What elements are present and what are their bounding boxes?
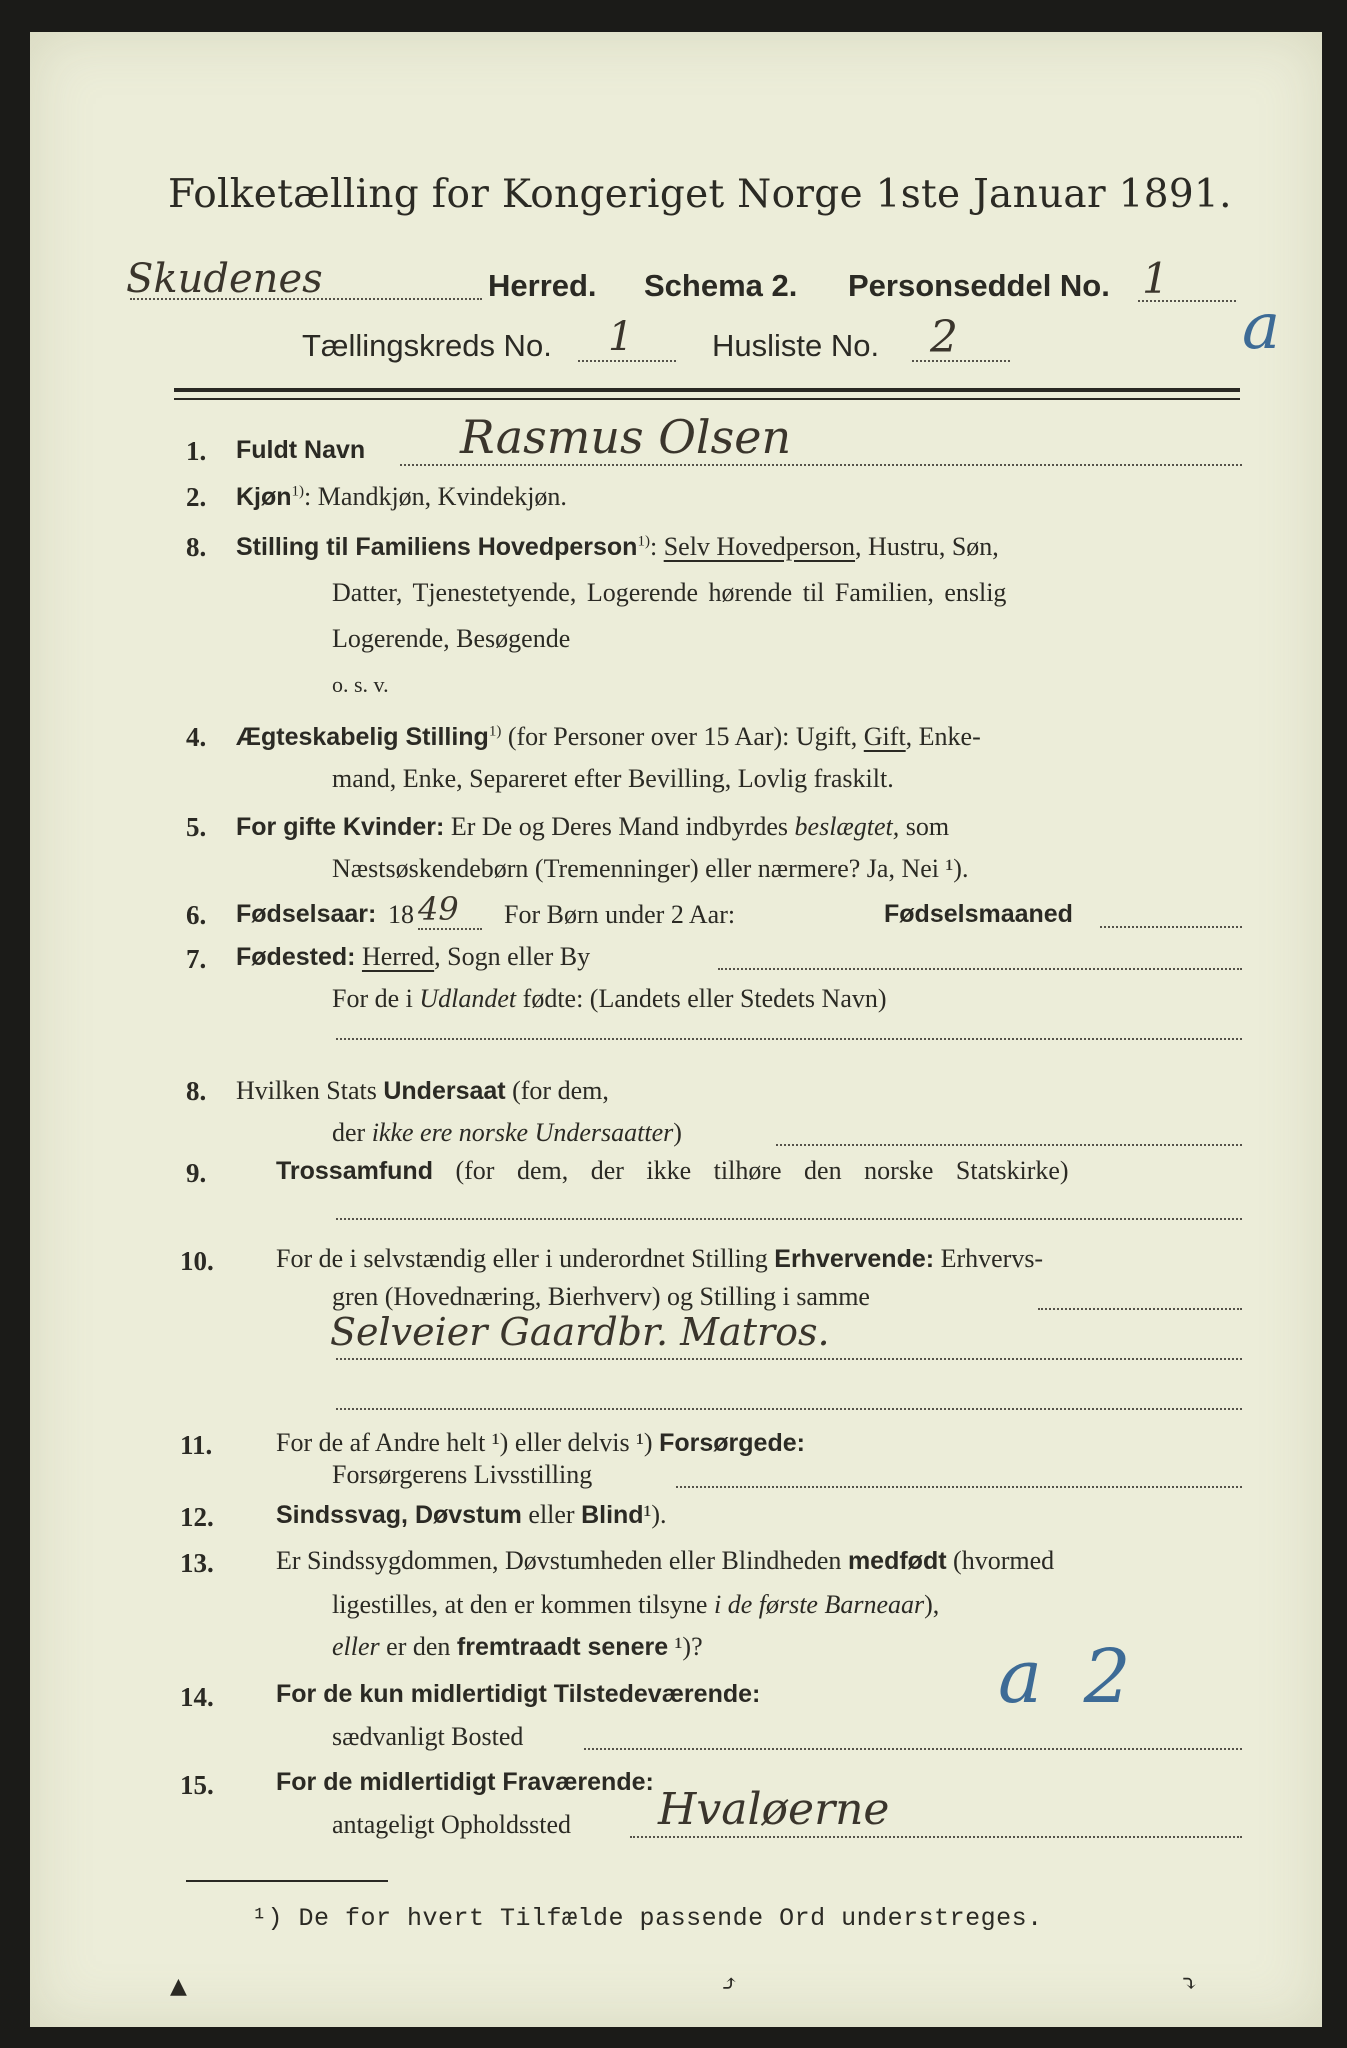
q8-number: 8.	[186, 1076, 207, 1106]
q13-line2-b: ),	[924, 1590, 940, 1619]
q8-text-b: (for dem,	[505, 1076, 609, 1105]
q11-text: For de af Andre helt ¹) eller delvis ¹)	[276, 1428, 660, 1457]
q4-label: Ægteskabelig Stilling	[236, 723, 489, 751]
schema-label: Schema 2.	[644, 268, 798, 303]
kreds-label: Tællingskreds No.	[302, 328, 552, 363]
q4-line1	[236, 722, 981, 752]
punch-mark-center: ⤴	[720, 1972, 739, 1997]
q5-label: For gifte Kvinder:	[236, 813, 445, 841]
q13-line3	[332, 1632, 703, 1662]
q3-line3: Logerende, Besøgende	[332, 624, 571, 653]
q13-line3-c: ¹)?	[668, 1632, 703, 1661]
footnote: ¹) De for hvert Tilfælde passende Ord understreges.	[252, 1904, 1043, 1933]
q13-line3-label: fremtraadt senere	[456, 1633, 669, 1661]
q5-italic: beslægtet,	[794, 812, 900, 841]
q7-selected-option: Herred	[361, 942, 435, 971]
q5-line1	[236, 812, 949, 842]
q7-line2-b: fødte: (Landets eller Stedets Navn)	[516, 984, 887, 1013]
q12-line1	[276, 1500, 667, 1530]
q4-text: (for Personer over 15 Aar): Ugift,	[501, 722, 864, 751]
q5-text-end: som	[899, 812, 950, 841]
q15-answer-place: Hvaløerne	[658, 1784, 890, 1835]
kreds-number: 1	[608, 314, 634, 360]
q8-line2-italic: ikke ere norske Undersaatter	[371, 1118, 674, 1147]
personseddel-number: 1	[1142, 254, 1169, 303]
q4-selected-option: Gift	[863, 722, 906, 751]
q10-text-a: For de i selvstændig eller i underordnet Stilling	[276, 1244, 775, 1273]
q13-line3-italic: eller	[332, 1632, 380, 1661]
q12-text-end: ¹).	[643, 1500, 667, 1529]
header-rule	[174, 388, 1240, 392]
q2-option-male: Mandkjøn	[317, 482, 425, 511]
q12-text: eller	[521, 1500, 582, 1529]
q1-answer-name: Rasmus Olsen	[460, 410, 792, 464]
q10-answer-occupation: Selveier Gaardbr. Matros.	[330, 1310, 830, 1354]
q12-number: 12.	[180, 1502, 214, 1532]
q13-line2-a: ligestilles, at den er kommen tilsyne	[332, 1590, 714, 1619]
q3-sup: 1)	[637, 533, 650, 550]
q4-number: 4.	[186, 722, 207, 752]
q2-option-female: , Kvindekjøn.	[424, 482, 567, 511]
q13-text-b: (hvormed	[946, 1546, 1055, 1575]
q6-text: For Børn under 2 Aar:	[504, 900, 736, 929]
q7-line2-italic: Udlandet	[419, 984, 517, 1013]
q15-number: 15.	[180, 1770, 214, 1800]
q9-label: Trossamfund	[276, 1157, 433, 1185]
q11-line1	[276, 1428, 805, 1458]
q8-line2-b: )	[673, 1118, 682, 1147]
q3-selected-option: Selv Hovedperson	[663, 532, 856, 561]
q13-line3-a: er den	[379, 1632, 457, 1661]
q10-number: 10.	[180, 1246, 214, 1276]
q7-line2-a: For de i	[332, 984, 420, 1013]
q8-line2-a: der	[332, 1118, 372, 1147]
punch-mark-left: ▲	[170, 1974, 187, 1999]
q1-label: Fuldt Navn	[236, 436, 366, 464]
q8-line1	[236, 1076, 609, 1106]
herred-label: Herred.	[488, 268, 597, 303]
q4-sup: 1)	[488, 723, 502, 740]
q3-line1	[236, 532, 999, 562]
q15-line2: antageligt Opholdssted	[332, 1810, 572, 1839]
q15-label: For de midlertidigt Fraværende:	[276, 1768, 654, 1796]
q13-text-a: Er Sindssygdommen, Døvstumheden eller Blindheden	[276, 1546, 848, 1575]
q12-label: Sindssvag, Døvstum	[276, 1501, 522, 1529]
q11-number: 11.	[180, 1430, 213, 1460]
q6-year-prefix: 18	[388, 900, 414, 929]
q12-label2: Blind	[581, 1501, 644, 1529]
q1-number: 1.	[186, 436, 207, 466]
q13-line1	[276, 1546, 1054, 1576]
q2-label: Kjøn	[236, 483, 292, 511]
q5-text: Er De og Deres Mand indbyrdes	[444, 812, 795, 841]
q8-label: Undersaat	[383, 1077, 506, 1105]
q5-line2: Næstsøskendebørn (Tremenninger) eller nærmere? Ja, Nei ¹).	[332, 854, 969, 883]
husliste-number: 2	[930, 312, 958, 363]
footnote-rule	[186, 1880, 388, 1882]
corner-mark: a	[1242, 290, 1281, 364]
q7-line2	[332, 984, 887, 1014]
q7-number: 7.	[186, 944, 207, 974]
header-rule-2	[174, 398, 1240, 400]
q6-label2: Fødselsmaaned	[884, 900, 1073, 928]
q2-number: 2.	[186, 482, 207, 512]
q14-mark: a 2	[998, 1634, 1131, 1720]
q10-line1	[276, 1244, 1043, 1274]
q3-line2: Datter, Tjenestetyende, Logerende hørende til Familien, enslig	[332, 578, 1007, 607]
census-form-sheet	[30, 32, 1322, 2027]
q2-text: :	[304, 482, 318, 511]
q14-number: 14.	[180, 1682, 214, 1712]
q6-label: Fødselsaar:	[236, 900, 377, 928]
form-title: Folketælling for Kongeriget Norge 1ste Januar 1891.	[168, 172, 1232, 217]
q3-number: 8.	[186, 532, 207, 562]
q8-line2	[332, 1118, 682, 1148]
q7-label: Fødested:	[236, 943, 356, 971]
q9-line1	[276, 1156, 1069, 1186]
personseddel-label: Personseddel No.	[848, 268, 1110, 303]
q7-text: , Sogn eller By	[434, 942, 591, 971]
q3-text: :	[649, 532, 664, 561]
q10-text-b: Erhvervs-	[934, 1244, 1044, 1273]
q5-number: 5.	[186, 812, 207, 842]
q10-label: Erhvervende:	[774, 1245, 935, 1273]
q8-text-a: Hvilken Stats	[236, 1076, 384, 1105]
q9-text: (for dem, der ikke tilhøre den norske Statskirke)	[432, 1156, 1069, 1185]
q10-line2: gren (Hovednæring, Bierhverv) og Stilling i samme	[332, 1282, 870, 1311]
q6-year-answer: 49	[418, 890, 459, 928]
husliste-label: Husliste No.	[712, 328, 880, 363]
q4-line2: mand, Enke, Separeret efter Bevilling, Lovlig fraskilt.	[332, 764, 894, 793]
q13-number: 13.	[180, 1548, 214, 1578]
herred-handwritten: Skudenes	[126, 256, 323, 302]
q11-label: Forsørgede:	[659, 1429, 805, 1457]
q13-line2	[332, 1590, 939, 1620]
q2-line	[236, 482, 567, 512]
q4-text-post: , Enke-	[905, 722, 981, 751]
q11-line2: Forsørgerens Livsstilling	[332, 1460, 593, 1489]
q14-line2: sædvanligt Bosted	[332, 1722, 524, 1751]
q3-label: Stilling til Familiens Hovedperson	[236, 533, 638, 561]
q13-line2-italic: i de første Barneaar	[713, 1590, 925, 1619]
q14-label: For de kun midlertidigt Tilstedeværende:	[276, 1680, 761, 1708]
q9-number: 9.	[186, 1158, 207, 1188]
q2-sup: 1)	[291, 483, 305, 500]
punch-mark-right: ⤵	[1180, 1972, 1199, 1997]
q3-text-post: , Hustru, Søn,	[855, 532, 999, 561]
q3-line4: o. s. v.	[332, 672, 389, 697]
q7-line1	[236, 942, 590, 972]
q13-label: medfødt	[847, 1547, 947, 1575]
q6-number: 6.	[186, 900, 207, 930]
